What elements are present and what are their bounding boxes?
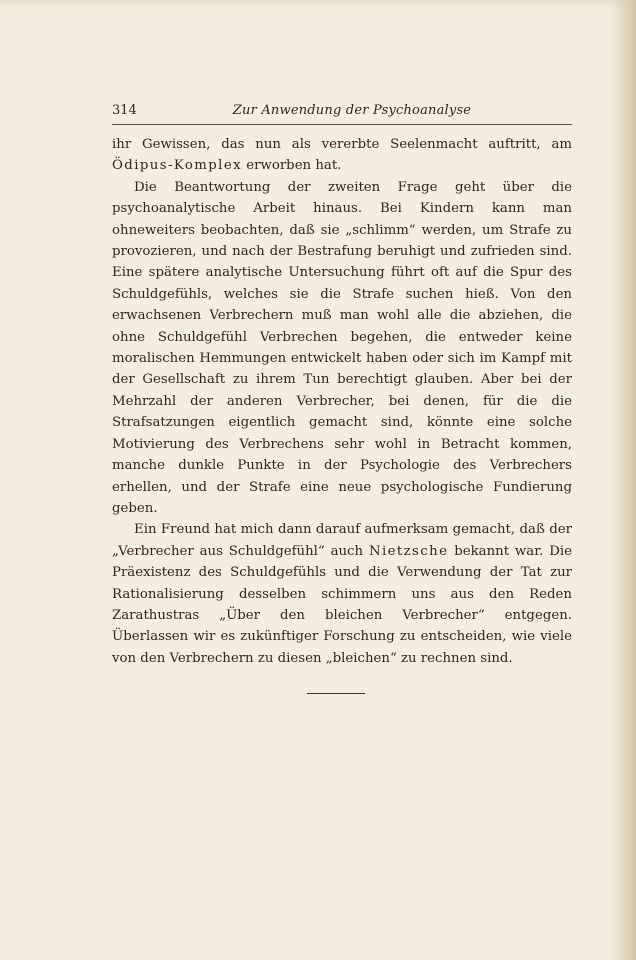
text-segment: ihr Gewissen, das nun als vererbte Seelenmacht auftritt, am: [112, 137, 572, 152]
closing-rule: [307, 693, 365, 694]
page-number: 314: [112, 103, 137, 118]
scan-edge-shadow-top: [0, 0, 636, 8]
scan-edge-shadow-right: [610, 0, 636, 960]
emphasized-term: Nietzsche: [368, 543, 449, 559]
body-text: [112, 134, 572, 669]
running-title: Zur Anwendung der Psychoanalyse: [232, 103, 472, 118]
book-page: [112, 102, 572, 669]
text-segment: erworben hat.: [241, 158, 342, 174]
page-header: [112, 102, 572, 125]
paragraph-1: [112, 134, 572, 177]
text-segment: Die Beantwortung der zweiten Frage geht über die psychoanalytische Arbeit hinaus. Bei Kindern kann man ohneweiters beobachten, daß sie „schlimm“ werden, um Strafe zu provozieren, und nach der Bestrafung beruhigt und zufrieden sind. Eine spätere analytische Untersuchung führt oft auf die Spur des Schuldgefühls, welches sie die Strafe suchen hieß. Von den erwachsenen Verbrechern muß man wohl alle die abziehen, die ohne Schuldgefühl Verbrechen begehen, die entweder keine moralischen Hemmungen entwickelt haben oder sich im Kampf mit der Gesellschaft zu ihrem Tun berechtigt glauben. Aber bei der Mehrzahl der anderen Verbrecher, bei denen, für die die Strafsatzungen eigentlich gemacht sind, könnte eine solche Motivierung des Verbrechens sehr wohl in Betracht kommen, manche dunkle Punkte in der Psychologie des Verbrechers erhellen, und der Strafe eine neue psychologische Fundierung geben.: [112, 179, 572, 516]
emphasized-term: Ödipus-Komplex: [112, 158, 242, 174]
paragraph-3: [112, 519, 572, 669]
text-segment: Ein Freund hat mich dann darauf aufmerksam gemacht, daß der „Verbrecher aus Schuldgefühl“ auch: [112, 522, 572, 559]
text-segment: bekannt war. Die Präexistenz des Schuldgefühls und die Verwendung der Tat zur Rationalisierung desselben schimmern uns aus den Reden Zarathustras „Über den bleichen Verbrecher“ entgegen. Überlassen wir es zukünftiger Forschung zu entscheiden, wie viele von den Verbrechern zu diesen „bleichen“ zu rechnen sind.: [112, 543, 572, 666]
paragraph-2: [112, 177, 572, 520]
